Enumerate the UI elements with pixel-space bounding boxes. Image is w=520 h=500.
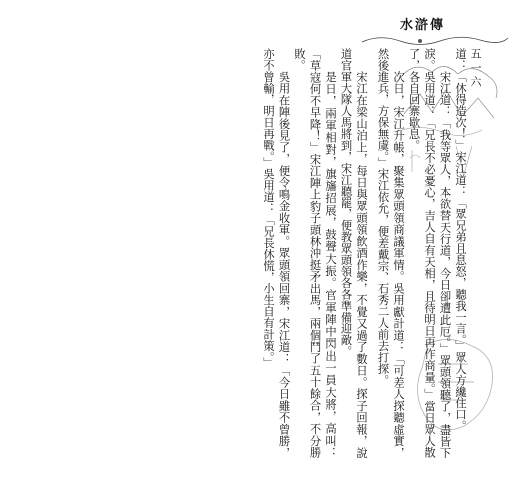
paragraph: 宋江道：「我等眾人，本欲替天行道，今日卻遭此厄。」眾頭領聽了，盡皆下淚。吳用道：「兄長不必憂心，吉人自有天相，且待明日再作商量。」當日眾人散了，各自回寨歇息。	[407, 48, 452, 458]
paragraph: 道：「休得造次！」宋江道：「眾兄弟且息怒，聽我一言。」眾人方纔住口。	[454, 48, 467, 432]
paragraph: 是日，兩軍相對，旗旛招展，鼓聲大振。官軍陣中閃出一員大將，高叫：「草寇何不早降！」宋江陣上豹子頭林沖挺矛出馬，兩個鬥了五十餘合，不分勝敗。	[293, 48, 337, 458]
body-text	[88, 48, 468, 458]
paragraph: 宋江在梁山泊上，每日與眾頭領飲酒作樂，不覺又過了數日。探子回報，說道官軍大隊人馬將到，宋江聽罷，便教眾頭領各各準備迎敵。	[339, 48, 368, 458]
header-ornament	[360, 32, 510, 48]
page-number: 五一六	[469, 48, 482, 90]
paragraph: 次日，宋江升帳，聚集眾頭領商議軍情。吳用獻計道：「可差人探聽虛實，然後進兵，方保無虞。」宋江依允，便差戴宗、石秀二人前去打探。	[376, 48, 405, 458]
paragraph: 吳用在陣後見了，便令鳴金收軍。眾頭領回寨，宋江道：「今日雖不曾勝，亦不曾輸，明日再戰。」吳用道：「兄長休慌，小生自有計策。」	[262, 48, 291, 458]
running-header-title: 水滸傳	[400, 18, 446, 33]
